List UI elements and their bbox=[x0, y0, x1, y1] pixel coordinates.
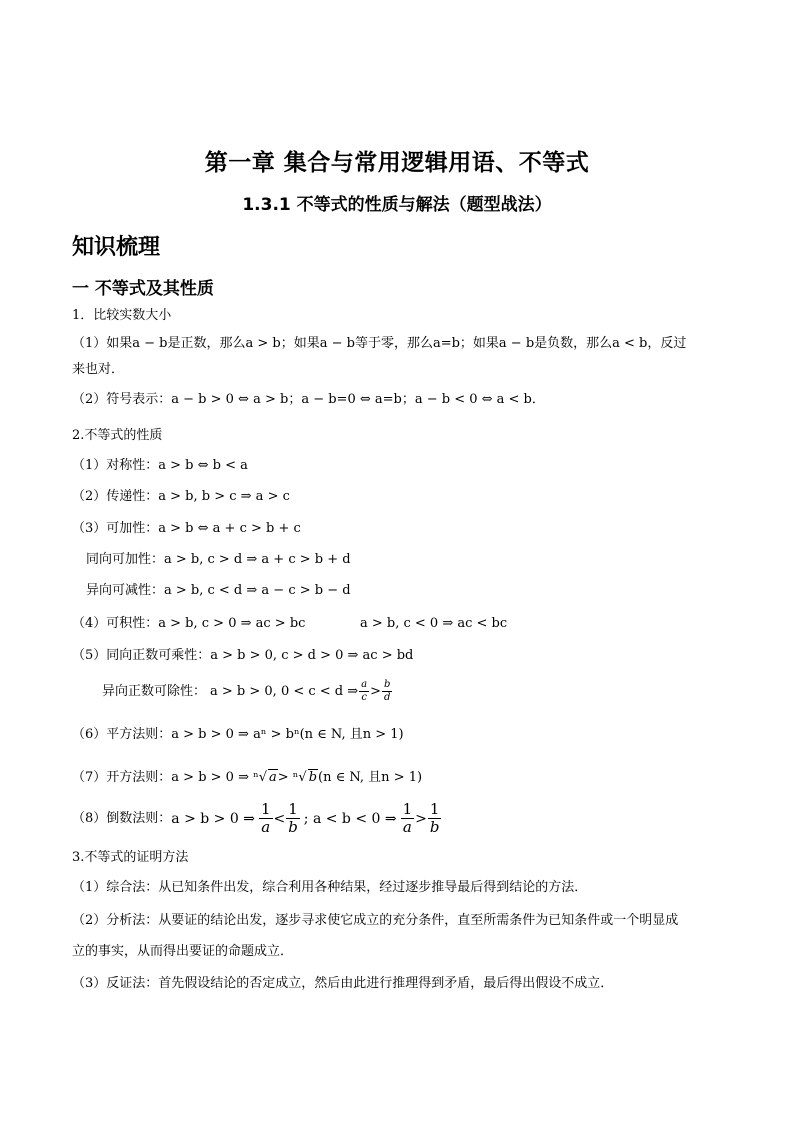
fraction-numerator: a bbox=[361, 679, 368, 690]
fraction-numerator: 1 bbox=[288, 800, 298, 818]
fraction-one-over-a-2 bbox=[401, 802, 415, 835]
property-root-rule bbox=[72, 769, 422, 786]
property-opposite-direction-sub: 异向可减性：a > b, c < d ⇒ a − c > b − d bbox=[86, 583, 351, 598]
part2-heading: 2.不等式的性质 bbox=[72, 428, 163, 443]
property-positive-divide bbox=[102, 680, 393, 703]
property-additivity: （3）可加性：a > b ⇔ a + c > b + c bbox=[72, 521, 301, 536]
radicand-a: a bbox=[269, 770, 277, 785]
property-multiplicativity-positive: （4）可积性：a > b, c > 0 ⇒ ac > bc bbox=[72, 616, 306, 631]
proof-method-synthetic: （1）综合法：从已知条件出发，综合利用各种结果，经过逐步推导最后得到结论的方法． bbox=[72, 880, 588, 895]
positive-divide-expr: a > b > 0, 0 < c < d ⇒ bbox=[210, 683, 359, 699]
positive-divide-label: 异向正数可除性： bbox=[102, 683, 207, 699]
fraction-denominator: b bbox=[288, 818, 298, 836]
part1-item1-line1: （1）如果a − b是正数，那么a > b；如果a − b等于零，那么a=b；如果a − b是负数，那么a < b，反过 bbox=[72, 336, 687, 351]
property-transitivity: （2）传递性：a > b, b > c ⇒ a > c bbox=[72, 489, 290, 504]
chapter-title: 第一章 集合与常用逻辑用语、不等式 bbox=[204, 150, 590, 176]
property-positive-multiply: （5）同向正数可乘性：a > b > 0, c > d > 0 ⇒ ac > bd bbox=[72, 648, 414, 663]
part1-heading: 1．比较实数大小 bbox=[72, 308, 172, 323]
subsection-title: 一 不等式及其性质 bbox=[72, 279, 214, 299]
section-title: 知识梳理 bbox=[72, 235, 161, 260]
property-reciprocal-rule bbox=[72, 802, 442, 835]
fraction-one-over-a bbox=[259, 802, 273, 835]
proof-method-analytic-line2: 立的事实，从而得出要证的命题成立． bbox=[72, 944, 294, 959]
part1-item2: （2）符号表示：a − b > 0 ⇔ a > b；a − b=0 ⇔ a=b；a − b < 0 ⇔ a < b． bbox=[72, 392, 545, 407]
fraction-numerator: 1 bbox=[429, 800, 440, 818]
fraction-b-over-d bbox=[382, 680, 392, 703]
property-multiplicativity-negative: a > b, c < 0 ⇒ ac < bc bbox=[360, 616, 508, 631]
lesson-title: 1.3.1 不等式的性质与解法（题型战法） bbox=[242, 195, 552, 215]
root-rule-pre: a > b > 0 ⇒ ⁿ√ bbox=[171, 769, 268, 785]
fraction-one-over-b bbox=[286, 802, 300, 835]
fraction-a-over-c bbox=[359, 680, 369, 703]
root-rule-mid: > ⁿ√ bbox=[277, 769, 307, 785]
reciprocal-rule-pre: a > b > 0 ⇒ bbox=[171, 810, 255, 827]
fraction-denominator: a bbox=[261, 818, 271, 836]
property-same-direction-add: 同向可加性：a > b, c > d ⇒ a + c > b + d bbox=[86, 552, 351, 567]
property-symmetry: （1）对称性：a > b ⇔ b < a bbox=[72, 458, 248, 473]
fraction-numerator: 1 bbox=[402, 800, 413, 818]
fraction-denominator: c bbox=[361, 692, 367, 703]
fraction-denominator: b bbox=[429, 818, 440, 836]
reciprocal-rule-label: （8）倒数法则： bbox=[72, 810, 172, 826]
greater-than-sign: > bbox=[370, 683, 382, 699]
fraction-numerator: 1 bbox=[260, 800, 271, 818]
root-rule-label: （7）开方法则： bbox=[72, 769, 172, 785]
less-than-sign: < bbox=[273, 810, 286, 827]
root-rule-post: (n ∈ N, 且n > 1) bbox=[318, 769, 423, 785]
part3-heading: 3.不等式的证明方法 bbox=[72, 850, 189, 865]
fraction-denominator: d bbox=[384, 692, 391, 703]
radicand-b: b bbox=[308, 770, 318, 785]
proof-method-contradiction: （3）反证法：首先假设结论的否定成立，然后由此进行推理得到矛盾，最后得出假设不成立． bbox=[72, 976, 614, 991]
proof-method-analytic-line1: （2）分析法：从要证的结论出发，逐步寻求使它成立的充分条件，直至所需条件为已知条件或一个明显成 bbox=[72, 913, 679, 928]
property-power-rule: （6）平方法则：a > b > 0 ⇒ aⁿ > bⁿ(n ∈ N, 且n > 1) bbox=[72, 727, 404, 742]
part1-item1-line2: 来也对． bbox=[72, 362, 125, 377]
fraction-denominator: a bbox=[402, 818, 412, 836]
fraction-one-over-b-2 bbox=[428, 802, 442, 835]
reciprocal-rule-mid: ; a < b < 0 ⇒ bbox=[303, 810, 397, 827]
greater-than-sign-2: > bbox=[415, 810, 427, 827]
fraction-numerator: b bbox=[384, 679, 391, 690]
